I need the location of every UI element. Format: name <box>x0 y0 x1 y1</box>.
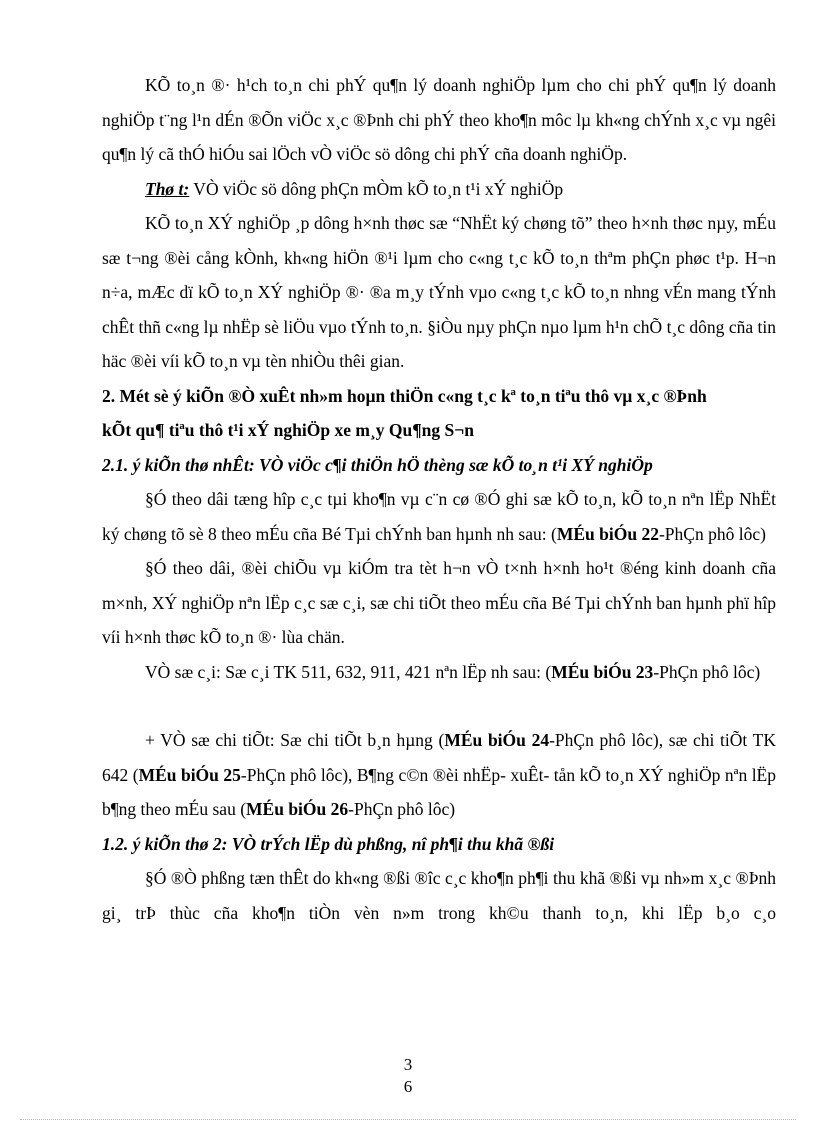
detail-ledgers-form-25: MÉu biÓu 25 <box>138 764 241 785</box>
journal-8-form-ref: MÉu biÓu 22 <box>556 523 659 544</box>
paragraph-accounting-software: KÕ to¸n XÝ nghiÖp ¸p dông h×nh thøc sæ “NhËt ký chøng tõ” theo h×nh thøc nµy, mÉu sæ t¬ng ®èi cång kÒnh, kh«ng hiÖn ®¹i lµm cho c«ng t¸c kÕ to¸n thªm phÇn phøc t¹p. H¬n n÷a, mÆc dï kÕ to¸n XÝ nghiÖp ®· ®a m¸y tÝnh vµo c«ng t¸c kÕ to¸n nhng vÉn mang tÝnh chÊt thñ c«ng lµ nhËp sè liÖu vµo tÝnh to¸n. §iÒu nµy phÇn nµo lµm h¹n chÕ t¸c dông cña tin häc ®èi víi kÕ to¸n vµ tèn nhiÒu thêi gian. <box>102 213 776 371</box>
subsection-heading-1-2: 1.2. ý kiÕn thø 2: VÒ trÝch lËp dù phßng, nî ph¶i thu khã ®ßi <box>102 833 555 854</box>
journal-8-tail: -PhÇn phô lôc) <box>658 523 766 544</box>
footer-dotted-rule <box>20 1119 796 1120</box>
section-heading-2-line1: 2. Mét sè ý kiÕn ®Ò xuÊt nh»m hoµn thiÖn c«ng t¸c kª to¸n tiªu thô vµ x¸c ®Þnh <box>102 385 707 406</box>
paragraph-general-ledger <box>102 655 776 690</box>
journal-8-text: §Ó theo dâi tæng hîp c¸c tµi kho¶n vµ c¨n cø ®Ó ghi sæ kÕ to¸n, kÕ to¸n nªn lËp NhËt ký chøng tõ sè 8 theo mÉu cña Bé Tµi chÝnh ban hµnh nh sau: ( <box>102 489 776 544</box>
general-ledger-form-ref: MÉu biÓu 23 <box>551 661 654 682</box>
paragraph-cost-allocation: KÕ to¸n ®· h¹ch to¸n chi phÝ qu¶n lý doanh nghiÖp lµm cho chi phÝ qu¶n lý doanh nghiÖp t¨ng l¹n dÉn ®Õn viÖc x¸c ®Þnh chi phÝ theo kho¶n môc lµ kh«ng chÝnh x¸c vµ ngêi qu¶n lý cã thÓ hiÓu sai lÖch vÒ viÖc sö dông chi phÝ cña doanh nghiÖp. <box>102 75 776 164</box>
paragraph-ledgers: §Ó theo dâi, ®èi chiÕu vµ kiÓm tra tèt h¬n vÒ t×nh h×nh ho¹t ®éng kinh doanh cña m×nh, XÝ nghiÖp nªn lËp c¸c sæ c¸i, sæ chi tiÕt theo mÉu cña Bé Tµi chÝnh ban hµnh phï hîp víi h×nh thøc kÕ to¸n ®· lùa chän. <box>102 558 776 647</box>
paragraph-bad-debt-provision: §Ó ®Ò phßng tæn thÊt do kh«ng ®ßi ®îc c¸c kho¶n ph¶i thu khã ®ßi vµ nh»m x¸c ®Þnh gi¸ trÞ thùc cña kho¶n tiÒn vèn n»m trong kh©u thanh to¸n, khi lËp b¸o c¸o <box>102 868 776 923</box>
general-ledger-text: VÒ sæ c¸i: Sæ c¸i TK 511, 632, 911, 421 nªn lËp nh sau: ( <box>145 661 552 682</box>
fourth-point-label: Thø t: <box>145 178 190 199</box>
detail-ledgers-a: + VÒ sæ chi tiÕt: Sæ chi tiÕt b¸n hµng ( <box>145 730 445 750</box>
general-ledger-tail: -PhÇn phô lôc) <box>653 661 761 682</box>
page-number-line-2: 6 <box>403 1077 413 1096</box>
detail-ledgers-c: -PhÇn phô lôc), sæ chi tiÕt TK 642 ( <box>102 730 776 785</box>
blank-line <box>102 689 776 723</box>
paragraph-fourth-point <box>102 172 776 207</box>
fourth-point-text: VÒ viÖc sö dông phÇn mÒm kÕ to¸n t¹i xÝ nghiÖp <box>189 178 564 199</box>
paragraph-detail-ledgers <box>102 723 776 827</box>
detail-ledgers-form-26: MÉu biÓu 26 <box>246 799 349 819</box>
section-heading-2 <box>102 379 776 448</box>
detail-ledgers-e: -PhÇn phô lôc) <box>348 799 456 819</box>
subsection-heading-2-1: 2.1. ý kiÕn thø nhÊt: VÒ viÖc c¶i thiÖn hÖ thèng sæ kÕ to¸n t¹i XÝ nghiÖp <box>102 454 653 475</box>
page-number-line-1: 3 <box>403 1055 413 1074</box>
paragraph-journal-8 <box>102 482 776 551</box>
document-body <box>102 68 776 930</box>
section-heading-2-line2: kÕt qu¶ tiªu thô t¹i xÝ nghiÖp xe m¸y Qu¶ng S¬n <box>102 420 474 440</box>
detail-ledgers-d: -PhÇn phô lôc), B¶ng c©n ®èi nhËp- xuÊt- tån kÕ to¸n XÝ nghiÖp nªn lËp b¶ng theo mÉu sau ( <box>102 764 776 819</box>
detail-ledgers-form-24: MÉu biÓu 24 <box>444 730 550 750</box>
